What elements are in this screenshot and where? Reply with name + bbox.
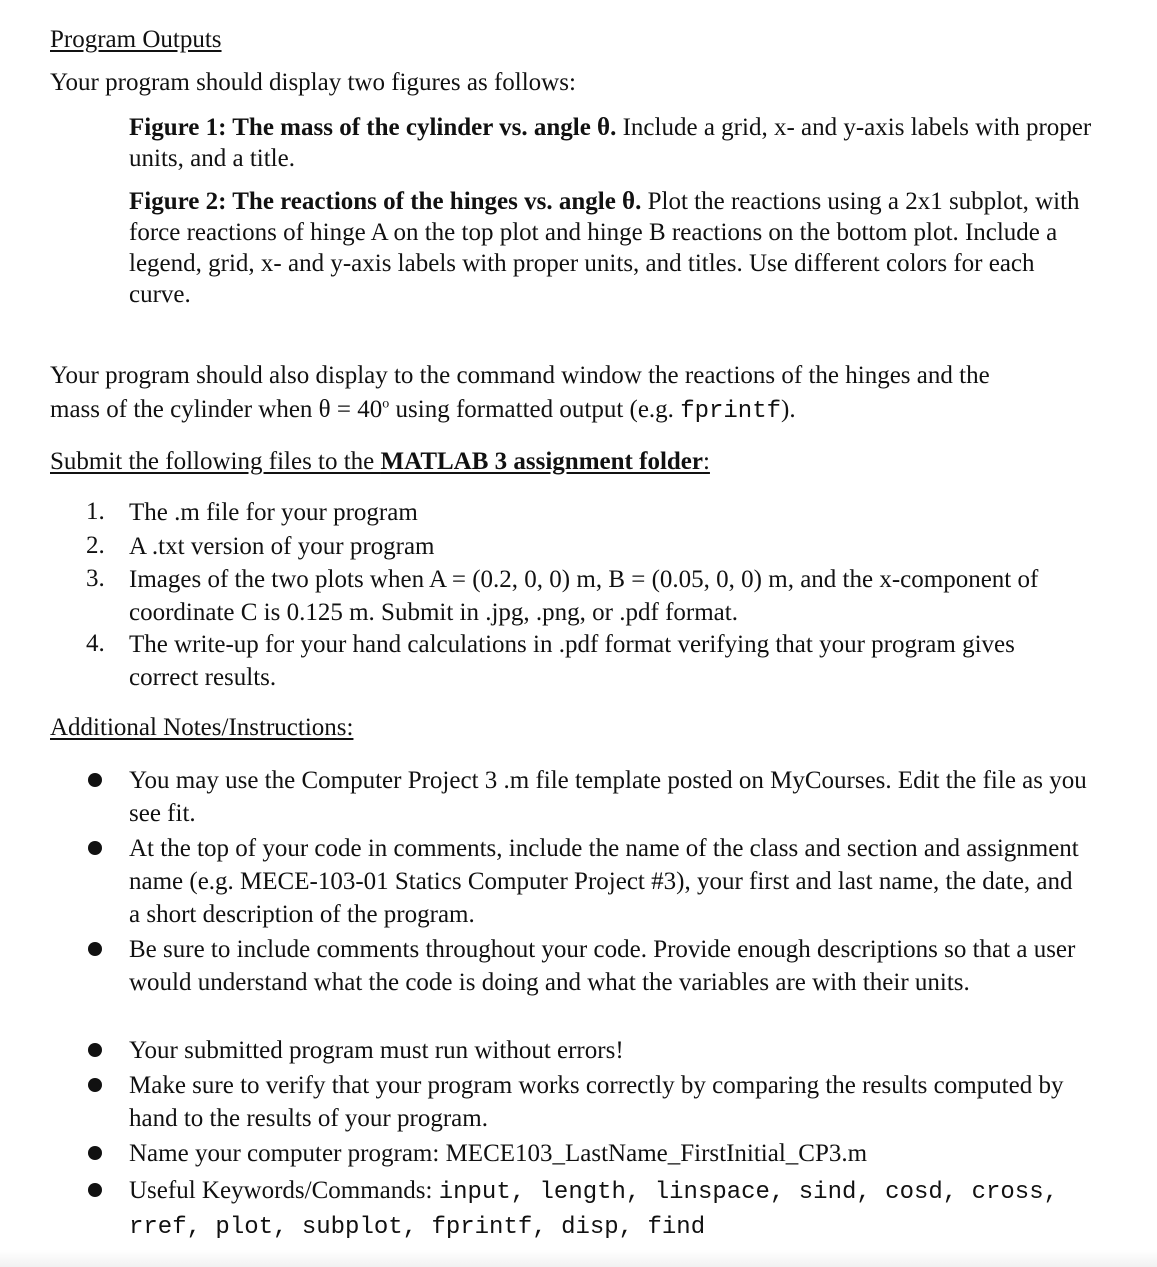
section-heading-program-outputs: Program Outputs xyxy=(50,26,222,53)
file-item-number: 3. xyxy=(86,565,105,592)
command-window-line-1: Your program should also display to the command window the reactions of the hinges and the xyxy=(50,362,990,389)
file-item-text: The .m file for your program xyxy=(129,499,418,526)
note-item: Be sure to include comments throughout your code. Provide enough descriptions so that a user would understand what the code is doing and what the variables are with their units. xyxy=(129,936,1076,996)
bullet-icon xyxy=(88,841,102,855)
bullet-icon xyxy=(88,942,102,956)
submit-heading-colon: : xyxy=(702,448,710,475)
page-bottom-edge xyxy=(0,1250,1157,1267)
figure-2-description xyxy=(129,186,1094,310)
file-item-number: 1. xyxy=(86,498,105,525)
note-item: You may use the Computer Project 3 .m file template posted on MyCourses. Edit the file as you see fit. xyxy=(129,767,1087,827)
file-item-text: The write-up for your hand calculations in .pdf format verifying that your program gives correct results. xyxy=(129,631,1015,691)
command-window-paragraph xyxy=(50,360,1130,428)
figure-1-title: Figure 1: The mass of the cylinder vs. angle θ. xyxy=(129,114,617,141)
note-item: Your submitted program must run without errors! xyxy=(129,1037,624,1064)
command-window-line-2-text: mass of the cylinder when θ = 40 xyxy=(50,396,383,423)
file-item-number: 4. xyxy=(86,630,105,657)
submit-folder-name: MATLAB 3 assignment folder xyxy=(380,448,703,475)
submit-heading-text: Submit the following files to the xyxy=(50,448,381,475)
section-heading-additional-notes: Additional Notes/Instructions: xyxy=(50,714,354,741)
figure-2-title: Figure 2: The reactions of the hinges vs. angle θ. xyxy=(129,188,642,215)
figure-1-text: Include a grid, x- and y-axis labels with proper units, and a title. xyxy=(129,114,1092,172)
command-window-line-2-mid: using formatted output (e.g. xyxy=(389,396,681,423)
file-item-text: Images of the two plots when A = (0.2, 0, 0) m, B = (0.05, 0, 0) m, and the x-component of coordinate C is 0.125 m. Submit in .jpg, .png, or .pdf format. xyxy=(129,566,1039,626)
bullet-icon xyxy=(88,1146,102,1160)
bullet-icon xyxy=(88,1183,102,1197)
figure-1-description xyxy=(129,112,1094,174)
keywords-note xyxy=(129,1174,1089,1244)
file-item-text: A .txt version of your program xyxy=(129,533,435,560)
degree-superscript: o xyxy=(382,396,390,412)
note-item: At the top of your code in comments, include the name of the class and section and assignment name (e.g. MECE-103-01 Statics Computer Project #3), your first and last name, the date, and a short description of the program. xyxy=(129,835,1079,928)
note-item: Make sure to verify that your program works correctly by comparing the results computed by hand to the results of your program. xyxy=(129,1072,1064,1132)
note-item: Name your computer program: MECE103_LastName_FirstInitial_CP3.m xyxy=(129,1140,868,1167)
keywords-commands: input, length, linspace, sind, cosd, cross, rref, plot, subplot, fprintf, disp, find xyxy=(129,1179,1059,1241)
keywords-label: Useful Keywords/Commands: xyxy=(129,1177,439,1204)
figure-2-text: Plot the reactions using a 2x1 subplot, with force reactions of hinge A on the top plot and hinge B reactions on the bottom plot. Include a legend, grid, x- and y-axis labels with proper units, and titles. Use different colors for each curve. xyxy=(129,188,1080,308)
command-window-line-2-end: ). xyxy=(781,396,796,423)
fprintf-code: fprintf xyxy=(680,398,782,425)
command-window-line-2 xyxy=(50,394,1130,428)
submit-heading xyxy=(50,446,710,478)
bullet-icon xyxy=(88,773,102,787)
bullet-icon xyxy=(88,1078,102,1092)
bullet-icon xyxy=(88,1043,102,1057)
intro-text: Your program should display two figures as follows: xyxy=(50,69,576,96)
file-item-number: 2. xyxy=(86,532,105,559)
